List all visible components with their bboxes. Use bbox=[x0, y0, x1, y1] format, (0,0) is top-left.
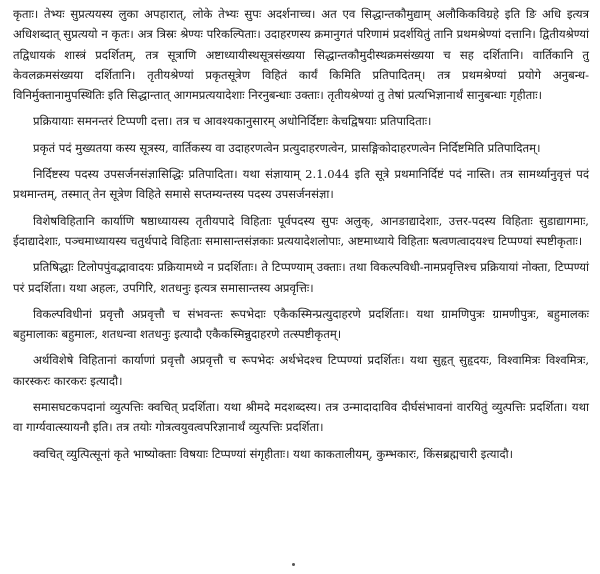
footer-dot bbox=[292, 563, 295, 566]
paragraph-commentary-intro: प्रक्रियायाः समनन्तरं टिप्पणी दत्ता। तत्र च आवश्यकानुसारम् अधोनिर्दिष्टाः केचद्विषयाः प्रतिपादिताः। bbox=[33, 114, 432, 129]
paragraph-special-operations: विशेषविहितानि कार्याणि षष्ठाध्यायस्य तृतीयपादे विहिताः पूर्वपदस्य सुपः अलुक्, आनङाद्यादेशाः, उत्तर-पदस्य विहिताः सुडाद्यागमाः, ईदाद्यादेशाः, पञ्चमाध्यायस्य चतुर्थपादे विहिताः समासान्तसंज्ञकाः प्रत्ययादेशलोपाः, अष्टमाध्याये विहिताः षत्वणत्वादयश्च टिप्पण्यां स्पष्टीकृताः। bbox=[13, 213, 589, 248]
paragraph-example-type: प्रकृतं पदं मुख्यतया कस्य सूत्रस्य, वार्तिकस्य वा उदाहरणत्वेन प्रत्युदाहरणत्वेन, प्रासङ्गिकोदाहरणत्वेन निर्दिष्टमिति प्रतिपादितम्। bbox=[33, 140, 541, 155]
paragraph-etymology: समासघटकपदानां व्युत्पत्तिः क्वचित् प्रदर्शिता। यथा श्रीमदे मदशब्दस्य। तत्र उन्मादादाविव दीर्घसंभावनां वारयितुं व्युत्पत्तिः प्रदर्शिता। यथा वा गार्ग्यवात्स्यायनौ इति। तत्र तयोः गोत्रत्वयुवत्वपरिज्ञानार्थं व्युत्पत्तिः प्रदर्शिता। bbox=[13, 400, 589, 435]
paragraph-upasarjana: निर्दिष्टस्य पदस्य उपसर्जनसंज्ञासिद्धिः प्रतिपादिता। यथा संज्ञायाम् 2.1.044 इति सूत्रे प्रथमानिर्दिष्टं पदं नास्ति। तत्र सामर्थ्यानुवृत्तं पदं प्रथमान्तम्, तस्मात् तेन सूत्रेण विहिते समासे सप्तम्यन्तस्य पदस्य उपसर्जनसंज्ञा। bbox=[13, 167, 589, 202]
paragraph-intro: कृताः। तेभ्यः सुप्रत्ययस्य लुका अपहारात्, लोके तेभ्यः सुपः अदर्शनाच्च। अत एव सिद्धान्तकौमुद्याम् अलौकिकविग्रहे इति ङि अधि इत्यत्र अधिशब्दात् सुप्रत्ययो न कृतः। अत्र त्रिस्रः श्रेण्यः परिकल्पिताः। उदाहरणस्य क्रमानुगतं परिणामं प्रदर्शयितुं तानि प्रथमश्रेण्यां दत्तानि। द्वितीयश्रेण्यां तद्विधायकं शास्त्रं प्रदर्शितम्, तत्र सूत्राणि अष्टाध्यायीस्थसूत्रसंख्यया सिद्धान्तकौमुदीस्थक्रमसंख्यया च सह दर्शितानि। वार्तिकानि तु केवलक्रमसंख्यया दर्शितानि। तृतीयश्रेण्यां प्रकृतसूत्रेण विहितं कार्यं किमिति प्रतिपादितम्। तत्र प्रथमश्रेण्यां प्रयोगे अनुबन्ध-विनिर्मुक्तानामुपस्थितिः इति सिद्धान्तात् आगमप्रत्ययादेशाः निरनुबन्धाः उक्ताः। तृतीयश्रेण्यां तु तेषां प्रत्यभिज्ञानार्थं सानुबन्धाः गृहीताः। bbox=[13, 7, 589, 103]
paragraph-meaning-variants: अर्थविशेषे विहितानां कार्याणां प्रवृत्तौ अप्रवृत्तौ च रूपभेदः अर्थभेदश्च टिप्पण्यां प्रदर्शितः। यथा सुहृत् सुहृदयः, विश्वामित्रः विश्वमित्रः, कारस्करः कारकरः इत्यादौ। bbox=[13, 353, 589, 388]
paragraph-prohibitions: प्रतिषिद्धाः टिलोपपुंवद्भावादयः प्रक्रियामध्ये न प्रदर्शिताः। ते टिप्पण्याम् उक्ताः। तथा विकल्पविधी-नामप्रवृत्तिश्च प्रक्रियायां नोक्ता, टिप्पण्यां परं प्रदर्शिता। यथा अहलः, उपगिरि, शतधनुः इत्यत्र समासान्तस्य अप्रवृत्तिः। bbox=[13, 260, 589, 295]
paragraph-optional-rules: विकल्पविधीनां प्रवृत्तौ अप्रवृत्तौ च संभवन्तः रूपभेदाः एकैकस्मिन्प्रत्युदाहरणे प्रदर्शिताः। यथा ग्रामणिपुत्रः ग्रामणीपुत्रः, बहुमालकः बहुमालाकः बहुमालः, शतधन्वा शतधनुः इत्यादौ एकैकस्मिन्नुदाहरणे तत्स्पष्टीकृतम्। bbox=[13, 306, 589, 342]
paragraph-bhashya-topics: क्वचित् व्युत्पित्सूनां कृते भाष्योक्ताः विषयाः टिप्पण्यां संगृहीताः। यथा काकतालीयम्, कुम्भकारः, किंसब्रह्मचारी इत्यादौ। bbox=[33, 446, 513, 461]
